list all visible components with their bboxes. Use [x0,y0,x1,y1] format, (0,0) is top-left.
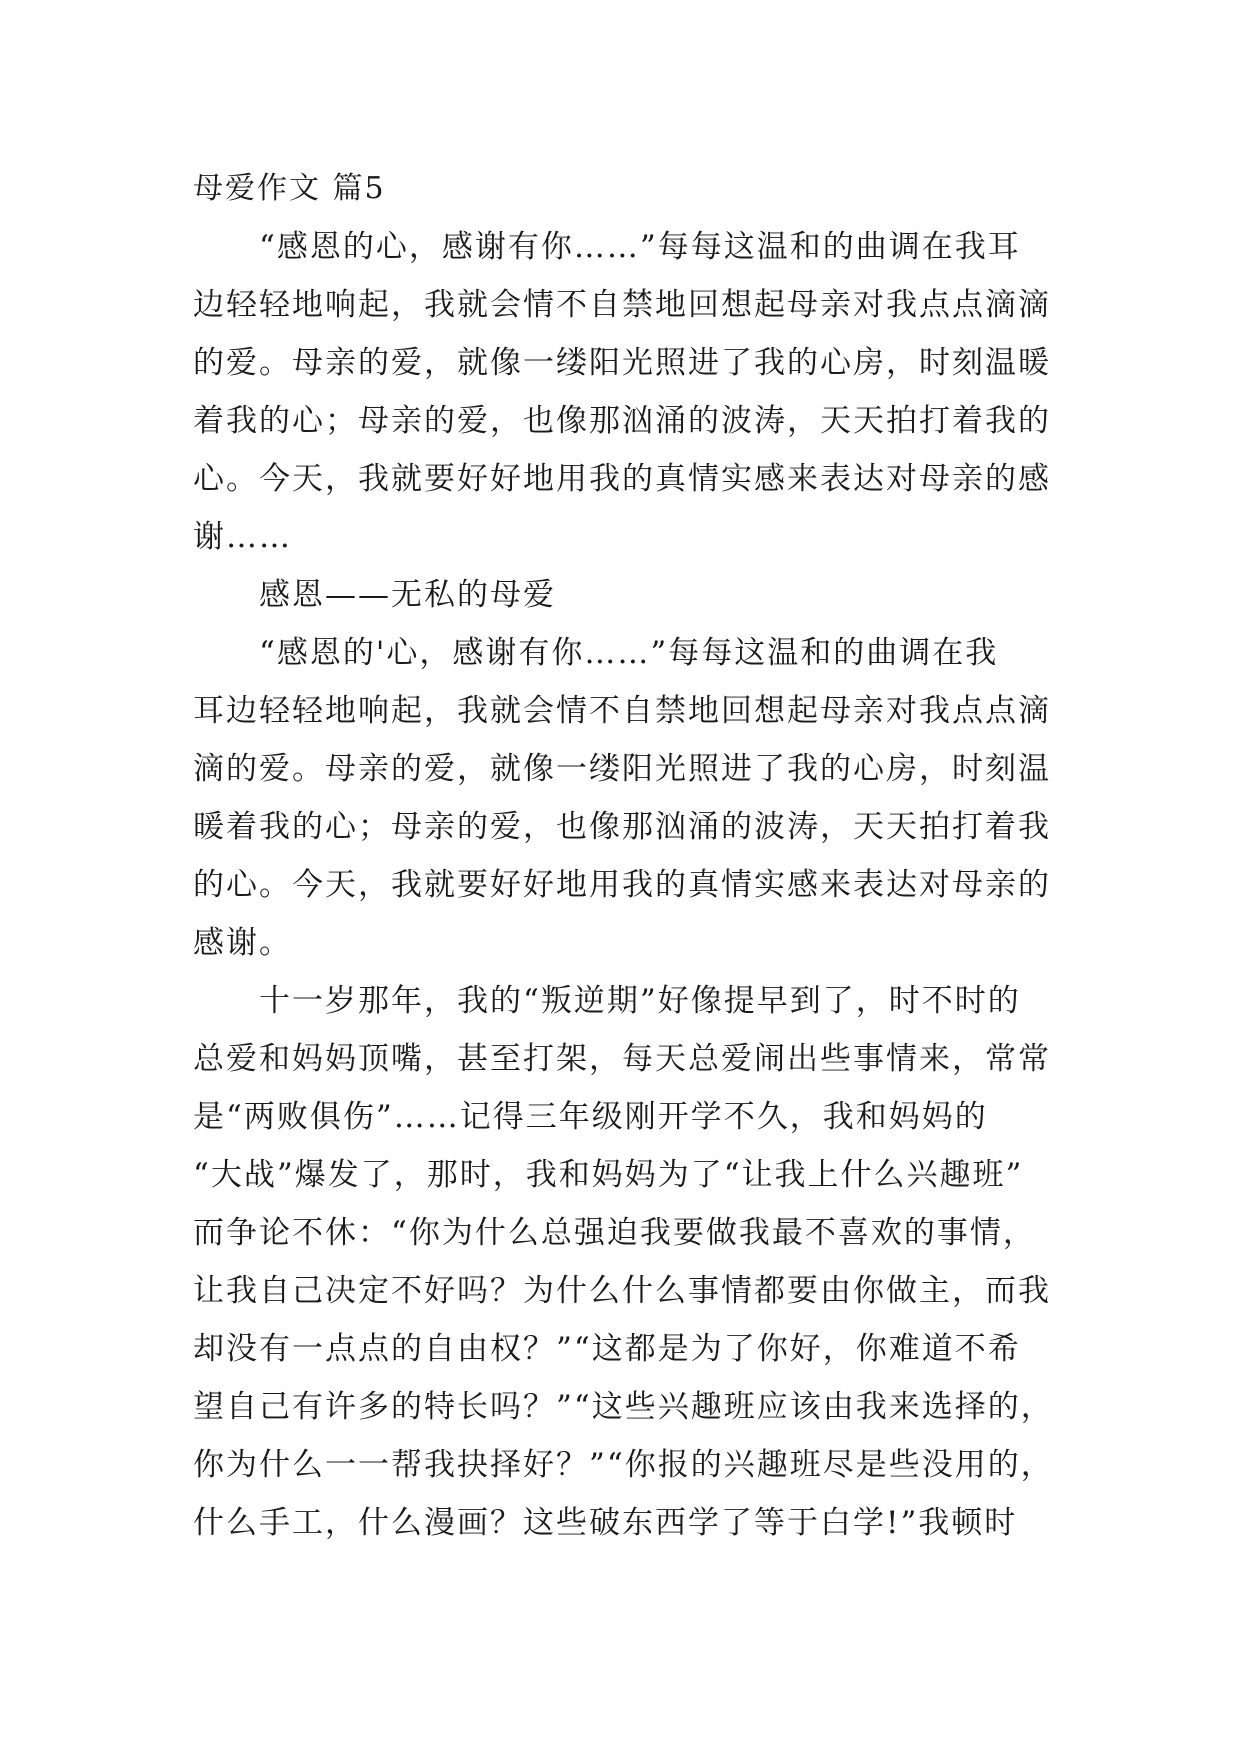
text-line: “感恩的心，感谢有你……”每每这温和的曲调在我耳 [193,229,1021,265]
text-line: 却没有一点点的自由权？”“这都是为了你好，你难道不希 [193,1331,1021,1367]
text-line: 十一岁那年，我的“叛逆期”好像提早到了，时不时的 [193,983,1021,1019]
text-line: 滴的爱。母亲的爱，就像一缕阳光照进了我的心房，时刻温 [193,751,1051,787]
text-line: 的爱。母亲的爱，就像一缕阳光照进了我的心房，时刻温暖 [193,345,1051,381]
text-line: 感谢。 [193,925,292,961]
text-line: 而争论不休：“你为什么总强迫我要做我最不喜欢的事情， [193,1215,1036,1251]
text-line: 总爱和妈妈顶嘴，甚至打架，每天总爱闹出些事情来，常常 [193,1041,1051,1077]
document-body [193,160,1073,1552]
text-line: 着我的心；母亲的爱，也像那汹涌的波涛，天天拍打着我的 [193,403,1051,439]
text-line: 谢…… [193,519,292,555]
text-line: “感恩的'心，感谢有你……”每每这温和的曲调在我 [193,635,999,671]
text-line: 心。今天，我就要好好地用我的真情实感来表达对母亲的感 [193,461,1051,497]
text-line: 边轻轻地响起，我就会情不自禁地回想起母亲对我点点滴滴 [193,287,1051,323]
text-line: 是“两败俱伤”……记得三年级刚开学不久，我和妈妈的 [193,1099,988,1135]
text-line: “大战”爆发了，那时，我和妈妈为了“让我上什么兴趣班” [193,1157,1024,1193]
document-title: 母爱作文 篇5 [193,171,386,206]
text-line: 耳边轻轻地响起，我就会情不自禁地回想起母亲对我点点滴 [193,693,1051,729]
text-line: 望自己有许多的特长吗？”“这些兴趣班应该由我来选择的， [193,1389,1054,1425]
text-line: 什么手工，什么漫画？这些破东西学了等于白学!”我顿时 [193,1505,1018,1541]
text-line: 暖着我的心；母亲的爱，也像那汹涌的波涛，天天拍打着我 [193,809,1051,845]
text-line: 的心。今天，我就要好好地用我的真情实感来表达对母亲的 [193,867,1051,903]
text-line: 你为什么一一帮我抉择好？”“你报的兴趣班尽是些没用的， [193,1447,1054,1483]
text-line: 让我自己决定不好吗？为什么什么事情都要由你做主，而我 [193,1273,1051,1309]
section-heading: 感恩——无私的母爱 [193,577,556,613]
